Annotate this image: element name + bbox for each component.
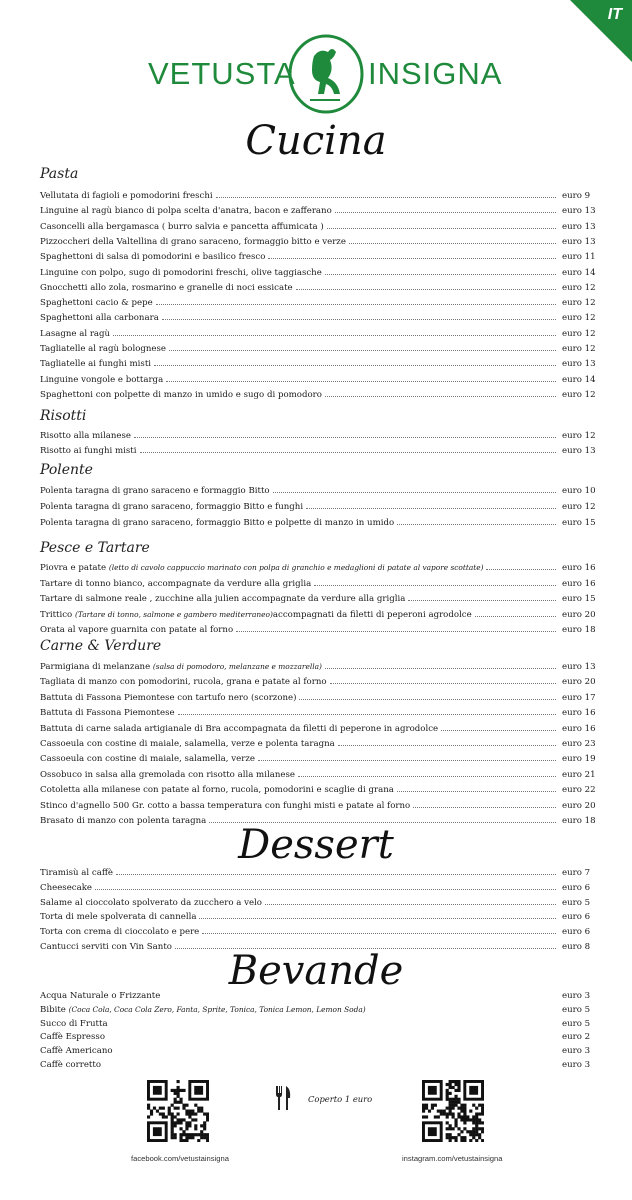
item-name bbox=[40, 235, 346, 249]
item-price: euro 16 bbox=[562, 578, 596, 589]
item-price: euro 22 bbox=[562, 785, 596, 796]
item-name bbox=[40, 250, 265, 264]
item-price: euro 15 bbox=[562, 518, 596, 528]
item-name-text: Battuta di Fassona Piemontese bbox=[40, 708, 175, 719]
menu-item bbox=[40, 219, 596, 233]
menu-item bbox=[40, 265, 596, 279]
item-name-text: Risotto ai funghi misti bbox=[40, 446, 137, 456]
menu-item bbox=[40, 234, 596, 248]
leader-dots bbox=[116, 1044, 556, 1053]
item-name-text: Linguine al ragù bianco di polpa scelta d'anatra, bacon e zafferano bbox=[40, 206, 332, 217]
menu-item bbox=[40, 1030, 592, 1044]
item-price: euro 12 bbox=[562, 389, 596, 400]
item-name bbox=[40, 296, 153, 310]
item-name-text: Spaghettoni cacio & pepe bbox=[40, 298, 153, 309]
item-note: (letto di cavolo cappuccio marinato con polpa di granchio e medaglioni di patate al vapore scottate) bbox=[108, 563, 484, 572]
leader-dots bbox=[199, 909, 556, 919]
leader-dots bbox=[178, 705, 556, 715]
menu-item bbox=[40, 310, 596, 324]
item-price: euro 5 bbox=[562, 897, 591, 908]
item-price: euro 12 bbox=[562, 502, 596, 512]
leader-dots bbox=[475, 607, 556, 617]
item-price: euro 5 bbox=[562, 1004, 591, 1015]
item-name bbox=[40, 1044, 113, 1058]
menu-item bbox=[40, 767, 596, 781]
item-name-text: Torta con crema di cioccolato e pere bbox=[40, 927, 200, 938]
item-name-text: Bibite bbox=[40, 1004, 66, 1015]
category-title: Pesce e Tartare bbox=[40, 540, 150, 556]
menu-item bbox=[40, 188, 592, 202]
item-price: euro 6 bbox=[562, 927, 591, 938]
item-price: euro 16 bbox=[562, 723, 596, 734]
menu-item bbox=[40, 249, 596, 263]
item-name bbox=[40, 189, 213, 203]
menu-item bbox=[40, 443, 596, 457]
item-price: euro 3 bbox=[562, 1060, 591, 1070]
fork-knife-icon bbox=[274, 1085, 292, 1111]
item-name-text: Cotoletta alla milanese con patate al forno, rucola, pomodorini e scaglie di grana bbox=[40, 785, 394, 796]
menu-item bbox=[40, 1003, 592, 1017]
item-name-text: Spaghettoni con polpette di manzo in umido e sugo di pomodoro bbox=[40, 389, 322, 400]
item-name-text: Linguine con polpo, sugo di pomodorini freschi, olive taggiasche bbox=[40, 267, 322, 278]
item-name bbox=[40, 737, 335, 751]
item-name-text: Gnocchetti allo zola, rosmarino e granelle di noci essicate bbox=[40, 282, 293, 293]
leader-dots bbox=[441, 721, 556, 731]
item-name-text: Succo di Frutta bbox=[40, 1018, 108, 1029]
item-price: euro 6 bbox=[562, 882, 591, 893]
item-name bbox=[40, 484, 270, 498]
item-price: euro 5 bbox=[562, 1018, 591, 1029]
item-price: euro 20 bbox=[562, 677, 596, 688]
leader-dots bbox=[95, 880, 556, 890]
facebook-link[interactable]: facebook.com/vetustainsigna bbox=[131, 1154, 229, 1163]
menu-item bbox=[40, 895, 592, 909]
item-name-text: Piovra e patate bbox=[40, 563, 107, 573]
menu-item bbox=[40, 591, 596, 605]
leader-dots bbox=[113, 326, 556, 336]
qr-code-icon[interactable] bbox=[422, 1080, 484, 1142]
leader-dots bbox=[216, 188, 556, 198]
item-name-suffix: accompagnati da filetti di peperoni agrodolce bbox=[272, 609, 472, 620]
menu-item bbox=[40, 326, 596, 340]
item-name bbox=[40, 500, 303, 514]
leader-dots bbox=[134, 428, 556, 438]
leader-dots bbox=[111, 1017, 556, 1026]
item-name bbox=[40, 910, 196, 924]
leader-dots bbox=[298, 767, 556, 777]
leader-dots bbox=[140, 443, 557, 453]
item-price: euro 12 bbox=[562, 344, 596, 354]
leader-dots bbox=[325, 659, 556, 669]
brand-logo bbox=[0, 34, 632, 114]
leader-dots bbox=[258, 751, 556, 761]
item-price: euro 12 bbox=[562, 431, 596, 441]
leader-dots bbox=[202, 924, 556, 934]
item-price: euro 13 bbox=[562, 236, 596, 247]
menu-item bbox=[40, 690, 596, 704]
language-label[interactable]: IT bbox=[607, 6, 622, 23]
item-name-text: Brasato di manzo con polenta taragna bbox=[40, 816, 207, 826]
menu-item bbox=[40, 721, 596, 735]
leader-dots bbox=[325, 387, 556, 397]
leader-dots bbox=[169, 341, 556, 351]
item-price: euro 18 bbox=[562, 625, 596, 635]
item-name bbox=[40, 896, 262, 910]
menu-item bbox=[40, 387, 596, 401]
item-name bbox=[40, 1030, 105, 1044]
menu-item bbox=[40, 659, 596, 673]
item-price: euro 12 bbox=[562, 298, 596, 309]
item-name bbox=[40, 266, 322, 280]
leader-dots bbox=[108, 1030, 556, 1039]
item-price: euro 18 bbox=[562, 816, 596, 826]
item-name-text: Tiramisù al caffè bbox=[40, 868, 114, 878]
item-name bbox=[40, 516, 394, 530]
item-price: euro 20 bbox=[562, 609, 596, 620]
item-name bbox=[40, 925, 199, 939]
item-price: euro 8 bbox=[562, 942, 591, 952]
menu-item bbox=[40, 499, 596, 513]
menu-item bbox=[40, 280, 596, 294]
item-price: euro 12 bbox=[562, 313, 596, 324]
menu-item bbox=[40, 909, 592, 923]
menu-item bbox=[40, 751, 596, 765]
item-name-text: Caffè corretto bbox=[40, 1060, 101, 1070]
leader-dots bbox=[349, 234, 556, 244]
item-name-text: Cheesecake bbox=[40, 882, 93, 893]
item-name-text: Tartare di tonno bianco, accompagnate da verdure alla griglia bbox=[40, 578, 312, 589]
item-name-text: Vellutata di fagioli e pomodorini freschi bbox=[40, 191, 213, 201]
menu-item bbox=[40, 560, 596, 574]
item-name-text: Orata al vapore guarnita con patate al forno bbox=[40, 625, 234, 635]
leader-dots bbox=[327, 219, 556, 229]
item-name-text: Polenta taragna di grano saraceno, formaggio Bitto e polpette di manzo in umido bbox=[40, 518, 395, 528]
menu-item bbox=[40, 1017, 592, 1031]
item-price: euro 16 bbox=[562, 563, 596, 573]
item-name-text: Linguine vongole e bottarga bbox=[40, 374, 164, 385]
leader-dots bbox=[104, 1058, 556, 1067]
item-name bbox=[40, 752, 255, 766]
item-name-text: Trittico bbox=[40, 609, 73, 620]
item-price: euro 7 bbox=[562, 868, 591, 878]
dog-emblem-icon bbox=[284, 34, 368, 114]
item-name bbox=[40, 706, 175, 720]
item-name bbox=[40, 768, 295, 782]
item-price: euro 9 bbox=[562, 191, 591, 201]
item-price: euro 16 bbox=[562, 708, 596, 719]
item-price: euro 13 bbox=[562, 446, 596, 456]
item-note: (Coca Cola, Coca Cola Zero, Fanta, Sprite, Tonica, Tonica Lemon, Lemon Soda) bbox=[68, 1004, 366, 1014]
item-name bbox=[40, 608, 472, 622]
item-price: euro 19 bbox=[562, 754, 596, 765]
leader-dots bbox=[330, 674, 556, 684]
item-name bbox=[40, 722, 438, 736]
item-name-text: Cassoeula con costine di maiale, salamella, verze bbox=[40, 754, 255, 765]
item-name bbox=[40, 881, 92, 895]
menu-item bbox=[40, 515, 596, 529]
item-price: euro 3 bbox=[562, 991, 591, 1001]
item-name-text: Tartare di salmone reale , zucchine alla julien accompagnate da verdure alla griglia bbox=[40, 594, 406, 604]
item-name bbox=[40, 675, 327, 689]
item-name-text: Spaghettoni di salsa di pomodorini e basilico fresco bbox=[40, 252, 266, 263]
item-price: euro 12 bbox=[562, 282, 596, 293]
dessert-title: Dessert bbox=[238, 822, 394, 868]
item-name-text: Torta di mele spolverata di cannella bbox=[40, 912, 197, 923]
leader-dots bbox=[338, 736, 556, 746]
leader-dots bbox=[335, 203, 556, 213]
menu-item bbox=[40, 782, 596, 796]
brand-name-left: VETUSTA bbox=[148, 56, 296, 91]
item-name bbox=[40, 592, 405, 606]
menu-item bbox=[40, 798, 596, 812]
item-name bbox=[40, 799, 410, 813]
brand-name-right: INSIGNA bbox=[368, 56, 503, 91]
menu-item bbox=[40, 295, 596, 309]
item-name bbox=[40, 783, 394, 797]
item-name bbox=[40, 327, 110, 341]
item-name-text: Casoncelli alla bergamasca ( burro salvia e pancetta affumicata ) bbox=[40, 221, 324, 232]
item-price: euro 2 bbox=[562, 1032, 591, 1043]
leader-dots bbox=[413, 798, 556, 808]
leader-dots bbox=[408, 591, 556, 601]
item-price: euro 21 bbox=[562, 769, 596, 780]
item-name bbox=[40, 373, 163, 387]
item-note: (salsa di pomodoro, melanzane e mozzarella) bbox=[152, 662, 322, 671]
menu-item bbox=[40, 356, 596, 370]
menu-item bbox=[40, 428, 596, 442]
item-name bbox=[40, 388, 322, 402]
item-name bbox=[40, 444, 137, 458]
item-price: euro 13 bbox=[562, 662, 596, 672]
item-name-text: Battuta di carne salada artigianale di Bra accompagnata da filetti di peperone in agrodolce bbox=[40, 723, 439, 734]
menu-item bbox=[40, 674, 596, 688]
item-price: euro 3 bbox=[562, 1046, 591, 1057]
item-price: euro 15 bbox=[562, 594, 596, 604]
category-title: Risotti bbox=[40, 408, 87, 424]
menu-item bbox=[40, 372, 596, 386]
item-price: euro 23 bbox=[562, 739, 596, 749]
menu-item bbox=[40, 203, 596, 217]
item-name bbox=[40, 281, 293, 295]
leader-dots bbox=[162, 310, 556, 320]
item-name-text: Polenta taragna di grano saraceno e formaggio Bitto bbox=[40, 486, 270, 496]
item-name-text: Acqua Naturale o Frizzante bbox=[40, 991, 161, 1001]
leader-dots bbox=[156, 295, 556, 305]
leader-dots bbox=[273, 483, 556, 493]
qr-code-icon[interactable] bbox=[147, 1080, 209, 1142]
item-name-text: Cassoeula con costine di maiale, salamella, verze e polenta taragna bbox=[40, 739, 335, 749]
item-name-text: Tagliata di manzo con pomodorini, rucola, grana e patate al forno bbox=[40, 677, 327, 688]
leader-dots bbox=[268, 249, 556, 259]
category-title: Pasta bbox=[40, 166, 79, 182]
item-name-text: Parmigiana di melanzane bbox=[40, 662, 151, 672]
item-name-text: Cantucci serviti con Vin Santo bbox=[40, 942, 172, 952]
item-price: euro 14 bbox=[562, 267, 596, 278]
item-name bbox=[40, 866, 113, 880]
leader-dots bbox=[299, 690, 556, 700]
item-name-text: Risotto alla milanese bbox=[40, 431, 131, 441]
item-name-text: Stinco d'agnello 500 Gr. cotto a bassa temperatura con funghi misti e patate al forno bbox=[40, 800, 411, 811]
item-name-text: Caffè Americano bbox=[40, 1046, 113, 1057]
item-name bbox=[40, 577, 311, 591]
bevande-title: Bevande bbox=[228, 948, 404, 994]
leader-dots bbox=[236, 622, 556, 632]
item-price: euro 13 bbox=[562, 359, 596, 370]
leader-dots bbox=[154, 356, 556, 366]
leader-dots bbox=[166, 372, 556, 382]
item-name bbox=[40, 1017, 108, 1031]
item-name bbox=[40, 660, 322, 674]
leader-dots bbox=[314, 576, 556, 586]
menu-item bbox=[40, 341, 596, 355]
item-price: euro 13 bbox=[562, 206, 596, 217]
item-name-text: Salame al cioccolato spolverato da zucchero a velo bbox=[40, 897, 262, 908]
leader-dots bbox=[397, 782, 556, 792]
item-name-text: Caffè Espresso bbox=[40, 1032, 105, 1043]
item-name-text: Ossobuco in salsa alla gremolada con risotto alla milanese bbox=[40, 769, 295, 780]
leader-dots bbox=[369, 1003, 556, 1012]
item-price: euro 20 bbox=[562, 800, 596, 811]
item-name bbox=[40, 357, 151, 371]
item-name-text: Spaghettoni alla carbonara bbox=[40, 313, 159, 324]
item-name bbox=[40, 1003, 366, 1017]
item-name bbox=[40, 220, 324, 234]
cover-charge: Coperto 1 euro bbox=[308, 1094, 373, 1104]
menu-item bbox=[40, 705, 596, 719]
item-name-text: Polenta taragna di grano saraceno, formaggio Bitto e funghi bbox=[40, 502, 304, 512]
menu-item bbox=[40, 924, 592, 938]
category-title: Carne & Verdure bbox=[40, 638, 162, 654]
item-price: euro 11 bbox=[562, 252, 596, 263]
leader-dots bbox=[296, 280, 556, 290]
item-price: euro 10 bbox=[562, 486, 596, 496]
item-price: euro 12 bbox=[562, 328, 596, 339]
menu-item bbox=[40, 483, 596, 497]
item-note: (Tartare di tonno, salmone e gambero mediterraneo) bbox=[74, 609, 273, 619]
leader-dots bbox=[265, 895, 556, 905]
leader-dots bbox=[486, 560, 556, 570]
item-name bbox=[40, 561, 483, 575]
category-title: Polente bbox=[40, 462, 93, 478]
item-name bbox=[40, 1058, 101, 1072]
menu-item bbox=[40, 576, 596, 590]
item-name bbox=[40, 311, 159, 325]
menu-item bbox=[40, 622, 596, 636]
item-price: euro 14 bbox=[562, 374, 596, 385]
item-name bbox=[40, 342, 166, 356]
menu-item bbox=[40, 1044, 592, 1058]
item-price: euro 13 bbox=[562, 221, 596, 232]
item-name bbox=[40, 691, 296, 705]
menu-item bbox=[40, 607, 596, 621]
item-name-text: Pizzoccheri della Valtellina di grano saraceno, formaggio bitto e verze bbox=[40, 236, 346, 247]
item-name bbox=[40, 429, 131, 443]
cucina-title: Cucina bbox=[245, 118, 387, 164]
menu-item bbox=[40, 1058, 592, 1072]
leader-dots bbox=[306, 499, 556, 509]
item-name-text: Lasagne al ragù bbox=[40, 328, 111, 339]
item-name-text: Tagliatelle ai funghi misti bbox=[40, 359, 152, 370]
item-name bbox=[40, 204, 332, 218]
item-name bbox=[40, 623, 233, 637]
instagram-link[interactable]: instagram.com/vetustainsigna bbox=[402, 1154, 503, 1163]
item-price: euro 17 bbox=[562, 692, 596, 703]
item-name-text: Battuta di Fassona Piemontese con tartufo nero (scorzone) bbox=[40, 692, 297, 703]
menu-item bbox=[40, 880, 592, 894]
leader-dots bbox=[397, 515, 556, 525]
item-name-text: Tagliatelle al ragù bolognese bbox=[40, 344, 166, 354]
item-price: euro 6 bbox=[562, 912, 591, 923]
leader-dots bbox=[325, 265, 556, 275]
menu-item bbox=[40, 736, 596, 750]
